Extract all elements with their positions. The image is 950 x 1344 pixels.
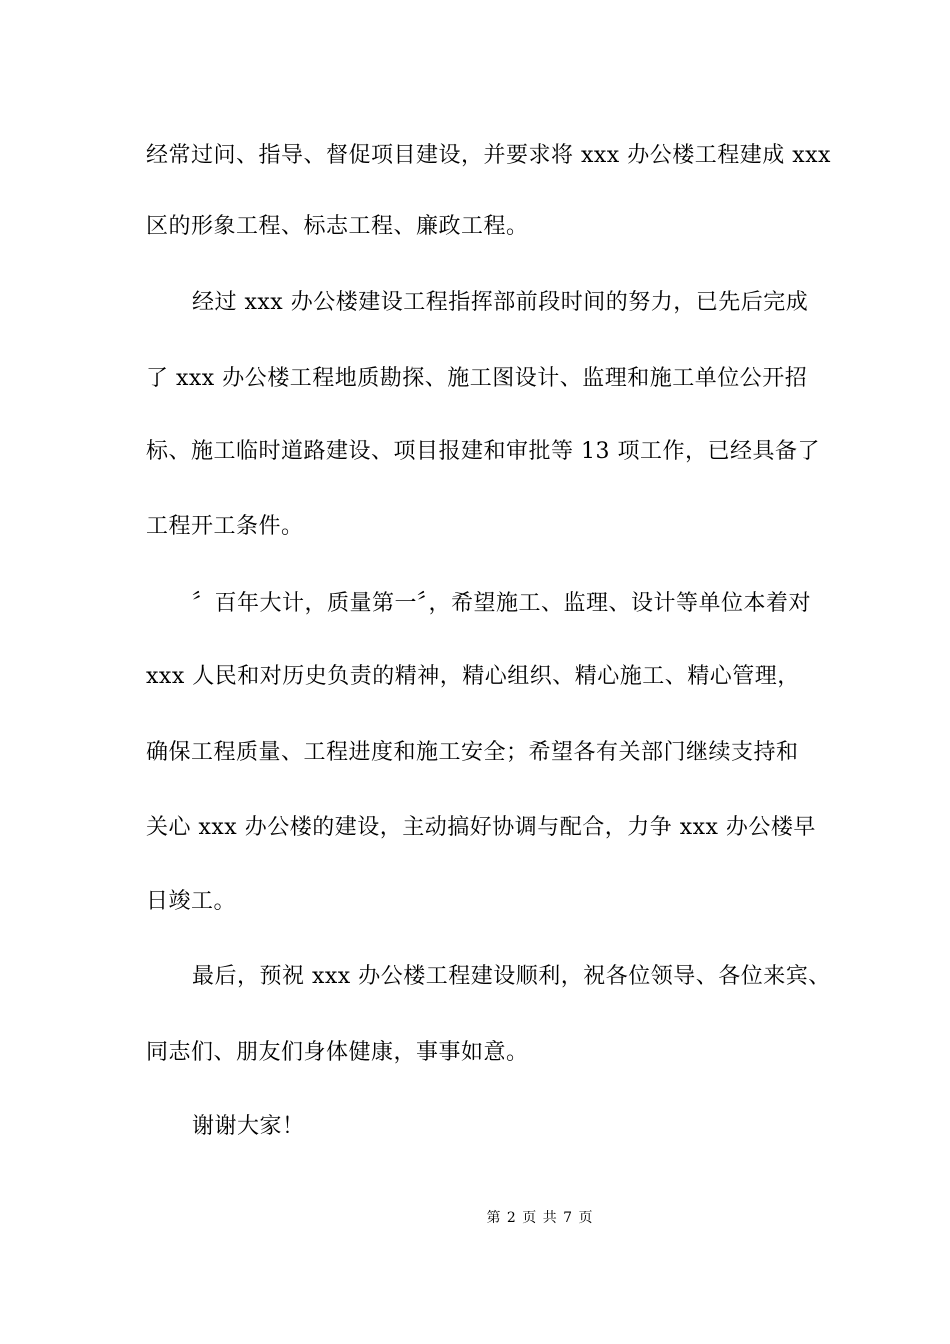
text-line: 同志们、朋友们身体健康，事事如意。 [146,1040,529,1065]
text-line: 关心 xxx 办公楼的建设，主动搞好协调与配合，力争 xxx 办公楼早 [146,815,816,840]
text-line: 区的形象工程、标志工程、廉政工程。 [146,214,529,239]
page-number-footer: 第 2 页 共 7 页 [486,1210,594,1226]
text-line: 经常过问、指导、督促项目建设，并要求将 xxx 办公楼工程建成 xxx [146,143,831,168]
text-line: xxx 人民和对历史负责的精神，精心组织、精心施工、精心管理， [146,664,800,689]
text-line: 了 xxx 办公楼工程地质勘探、施工图设计、监理和施工单位公开招 [146,366,808,391]
paragraph-start-line: 经过 xxx 办公楼建设工程指挥部前段时间的努力，已先后完成 [192,290,809,315]
text-line: 日竣工。 [146,889,237,914]
closing-line: 谢谢大家！ [192,1114,305,1139]
paragraph-start-line: 最后，预祝 xxx 办公楼工程建设顺利，祝各位领导、各位来宾、 [192,964,831,989]
text-line: 工程开工条件。 [146,514,304,539]
paragraph-start-line: 〞百年大计，质量第一〞，希望施工、监理、设计等单位本着对 [192,591,812,616]
text-line: 标、施工临时道路建设、项目报建和审批等 13 项工作，已经具备了 [146,439,820,464]
text-line: 确保工程质量、工程进度和施工安全；希望各有关部门继续支持和 [146,740,799,765]
